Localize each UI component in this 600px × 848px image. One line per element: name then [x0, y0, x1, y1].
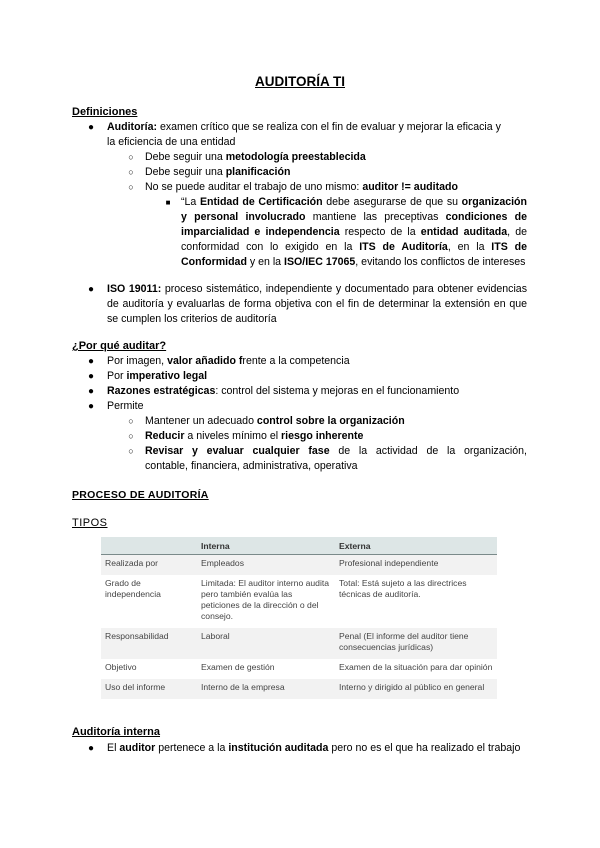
hollow-bullet-icon: ○	[128, 446, 134, 456]
subitem-planificacion: Debe seguir una planificación	[145, 166, 291, 178]
table-header-row	[101, 537, 497, 555]
permite-revisar-line1: Revisar y evaluar cualquier fase de la actividad de la organización,	[145, 445, 527, 457]
table-cell: Examen de gestión	[201, 662, 275, 672]
reason-estrategicas: Razones estratégicas: control del sistema y mejoras en el funcionamiento	[107, 385, 460, 397]
table-cell: Empleados	[197, 555, 335, 576]
table-header-cell	[101, 537, 197, 555]
permite-control: Mantener un adecuado control sobre la organización	[145, 415, 405, 427]
bullet-icon: ●	[87, 386, 95, 397]
table-cell: Interno de la empresa	[197, 679, 335, 699]
section-heading-proceso: PROCESO DE AUDITORÍA	[72, 489, 209, 501]
table-cell: Profesional independiente	[335, 555, 497, 576]
section-heading-definiciones: Definiciones	[72, 106, 138, 118]
subheading-tipos: TIPOS	[72, 517, 108, 529]
table-cell: Limitada: El auditor interno audita pero también evalúa las peticiones de la dirección o del consejo.	[201, 578, 330, 621]
table-cell: Objetivo	[105, 662, 137, 672]
quote-entidad-certificacion: “La Entidad de Certificación debe asegurarse de que su organización y personal involucrado mantiene las preceptivas condiciones de imparcialidad e independencia respecto de la entidad auditada, de conformidad con lo exigido en la ITS de Auditoría, en la ITS de Conformidad y en la ISO/IEC 17065, evitando los conflictos de intereses	[181, 196, 528, 268]
table-cell: Total: Está sujeto a las directrices técnicas de auditoría.	[339, 578, 467, 599]
table-row	[101, 575, 497, 628]
table-row	[101, 659, 497, 679]
table-cell: Examen de la situación para dar opinión	[339, 662, 493, 672]
table-row	[101, 628, 497, 659]
bullet-icon: ●	[87, 284, 95, 295]
hollow-bullet-icon: ○	[128, 182, 134, 192]
tipos-table	[101, 537, 497, 699]
table-cell: Interno y dirigido al público en general	[335, 679, 497, 699]
subitem-metodologia: Debe seguir una metodología preestablecida	[145, 151, 366, 163]
permite-reducir: Reducir a niveles mínimo el riesgo inherente	[145, 430, 364, 442]
permite-revisar-line2: contable, financiera, administrativa, operativa	[145, 460, 358, 472]
section-heading-por-que-auditar: ¿Por qué auditar?	[72, 340, 167, 352]
reason-imperativo-legal: Por imperativo legal	[107, 370, 208, 382]
subitem-auditor-auditado: No se puede auditar el trabajo de uno mismo: auditor != auditado	[145, 181, 458, 193]
bullet-icon: ●	[87, 122, 95, 133]
interna-auditor-item: El auditor pertenece a la institución auditada pero no es el que ha realizado el trabajo	[107, 742, 521, 754]
table-header-cell: Interna	[197, 537, 335, 555]
reason-permite: Permite	[107, 400, 144, 412]
table-header-cell: Externa	[335, 537, 497, 555]
square-bullet-icon: ■	[165, 198, 171, 207]
hollow-bullet-icon: ○	[128, 431, 134, 441]
page-title: AUDITORÍA TI	[255, 74, 345, 89]
table-cell: Realizada por	[101, 555, 197, 576]
auditoria-definition-line2: la eficiencia de una entidad	[107, 136, 236, 148]
table-cell: Responsabilidad	[101, 628, 197, 659]
table-row	[101, 679, 497, 699]
hollow-bullet-icon: ○	[128, 416, 134, 426]
auditoria-definition-line1: Auditoría: examen crítico que se realiza con el fin de evaluar y mejorar la eficacia y	[107, 121, 501, 133]
bullet-icon: ●	[87, 356, 95, 367]
table-cell: Penal (El informe del auditor tiene consecuencias jurídicas)	[335, 628, 497, 659]
iso-19011-definition: ISO 19011: proceso sistemático, independiente y documentado para obtener evidencias de auditoría y evaluarlas de forma objetiva con el fin de determinar la extensión en que se cumplen los criterios de auditoría	[107, 283, 527, 325]
bullet-icon: ●	[87, 401, 95, 412]
bullet-icon: ●	[87, 371, 95, 382]
section-heading-auditoria-interna: Auditoría interna	[72, 726, 161, 738]
table-cell: Uso del informe	[101, 679, 197, 699]
hollow-bullet-icon: ○	[128, 152, 134, 162]
reason-imagen: Por imagen, valor añadido frente a la competencia	[107, 355, 350, 367]
bullet-icon: ●	[87, 743, 95, 754]
table-cell: Laboral	[197, 628, 335, 659]
hollow-bullet-icon: ○	[128, 167, 134, 177]
table-cell: Grado de independencia	[105, 578, 161, 599]
table-row	[101, 555, 497, 576]
